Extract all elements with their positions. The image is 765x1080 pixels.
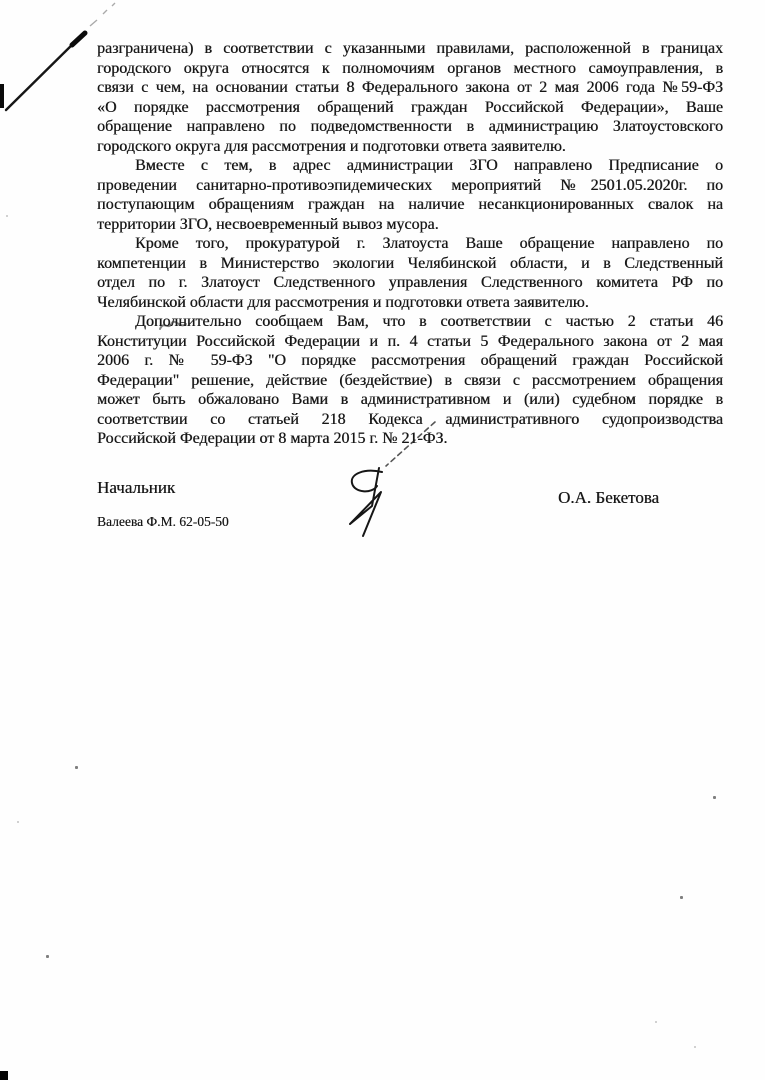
- executor-contact: Валеева Ф.М. 62-05-50: [97, 514, 229, 529]
- text-line: 2006 г. № 59-ФЗ "О порядке рассмотрения обращений граждан Российской: [97, 352, 723, 369]
- scan-speck: [713, 796, 716, 799]
- scan-speck: [694, 1046, 696, 1048]
- text-line: связи с чем, на основании статьи 8 Федерального закона от 2 мая 2006 года №59-ФЗ: [97, 79, 723, 96]
- scan-speck: [46, 955, 49, 958]
- text-line: проведении санитарно-противоэпидемических мероприятий №2501.05.2020г. по: [97, 176, 723, 194]
- text-line: Российской Федерации от 8 марта 2015 г. № 21-ФЗ.: [97, 430, 448, 447]
- text-line: соответствии со статьей 218 Кодекса административного судопроизводства: [97, 410, 723, 428]
- text-line: Конституции Российской Федерации и п. 4 статьи 5 Федерального закона от 2 мая: [97, 332, 723, 350]
- text-line: городского округа для рассмотрения и подготовки ответа заявителю.: [97, 137, 566, 155]
- signoff-title: Начальник: [97, 478, 176, 497]
- text-line: Дополнительно сообщаем Вам, что в соответствии с частью 2 статьи 46: [135, 313, 723, 330]
- text-line: может быть обжаловано Вами в административном и (или) судебном порядке в: [97, 391, 723, 408]
- text-line: «О порядке рассмотрения обращений граждан Российской Федерации», Ваше: [97, 98, 723, 116]
- text-line: Федерации" решение, действие (бездействие) в связи с рассмотрением обращения: [97, 371, 723, 389]
- text-line: разграничена) в соответствии с указанными правилами, расположенной в границах: [97, 40, 723, 57]
- text-line: территории ЗГО, несвоевременный вывоз мусора.: [97, 215, 439, 233]
- text-line: городского округа относятся к полномочиям органов местного самоуправления, в: [97, 59, 723, 77]
- scan-speck: [655, 1021, 657, 1023]
- text-line: Вместе с тем, в адрес администрации ЗГО направлено Предписание о: [135, 157, 723, 174]
- paragraph: [97, 156, 723, 234]
- text-line: поступающим обращениям граждан на наличие несанкционированных свалок на: [97, 196, 723, 213]
- scan-speck: [680, 896, 683, 899]
- paragraph: [97, 234, 723, 312]
- text-line: отдел по г. Златоуст Следственного управления Следственного комитета РФ по: [97, 274, 723, 291]
- scan-speck: [75, 766, 78, 769]
- paragraph: [97, 312, 723, 449]
- text-line: компетенции в Министерство экологии Челябинской области, и в Следственный: [97, 254, 723, 272]
- document-text: [97, 39, 723, 449]
- text-line: обращение направлено по подведомственности в администрацию Златоустовского: [97, 118, 723, 135]
- text-line: Челябинской области для рассмотрения и подготовки ответа заявителю.: [97, 293, 589, 311]
- paragraph: [97, 39, 723, 156]
- signer-name: О.А. Бекетова: [558, 488, 660, 507]
- text-line: Кроме того, прокуратурой г. Златоуста Ваше обращение направлено по: [135, 235, 723, 252]
- corner-scan-artifact: [0, 1071, 8, 1080]
- scan-speck: [17, 821, 19, 823]
- scan-speck: [6, 215, 8, 217]
